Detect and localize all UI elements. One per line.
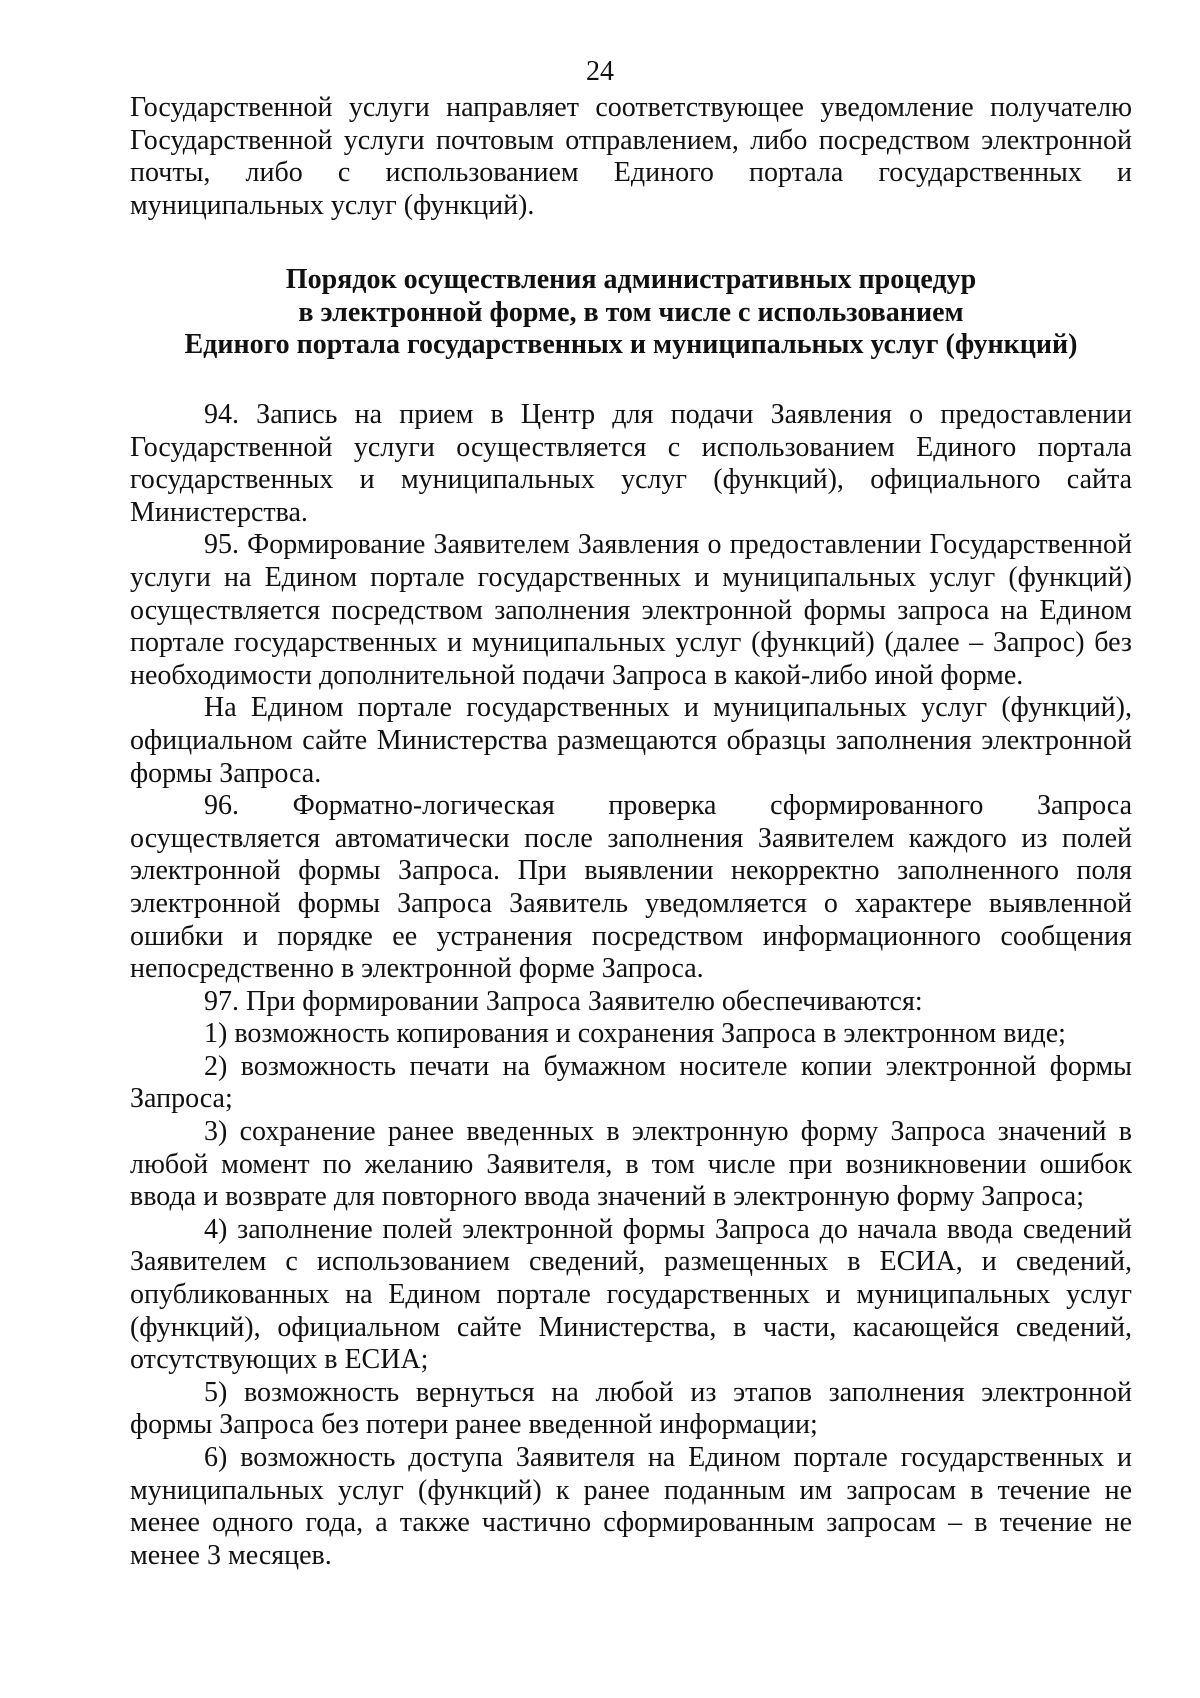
list-item-1: 1) возможность копирования и сохранения Запроса в электронном виде; <box>204 1018 1066 1050</box>
section-heading-line-2: в электронной форме, в том числе с использованием <box>298 296 964 328</box>
paragraph-95: 95. Формирование Заявителем Заявления о предоставлении Государственной услуги на Едином портале государственных и муниципальных услуг (функций) осуществляется посредством заполнения электронной формы запроса на Едином портале государственных и муниципальных услуг (функций) (далее – Запрос) без необходимости дополнительной подачи Запроса в какой-либо иной форме. <box>130 529 1132 691</box>
section-heading-line-3: Единого портала государственных и муниципальных услуг (функций) <box>184 329 1078 361</box>
paragraph-96: 96. Форматно-логическая проверка сформированного Запроса осуществляется автоматически после заполнения Заявителем каждого из полей электронной формы Запроса. При выявлении некорректно заполненного поля электронной формы Запроса Заявитель уведомляется о характере выявленной ошибки и порядке ее устранения посредством информационного сообщения непосредственно в электронной форме Запроса. <box>130 790 1132 985</box>
list-item-3: 3) сохранение ранее введенных в электронную форму Запроса значений в любой момент по желанию Заявителя, в том числе при возникновении ошибок ввода и возврате для повторного ввода значений в электронную форму Запроса; <box>130 1116 1132 1213</box>
intro-continuation <box>130 92 1132 222</box>
section-heading <box>130 264 1132 362</box>
paragraph-97: 97. При формировании Запроса Заявителю обеспечиваются: <box>204 985 923 1017</box>
list-item-5: 5) возможность вернуться на любой из этапов заполнения электронной формы Запроса без потери ранее введенной информации; <box>130 1376 1132 1441</box>
list-item-4: 4) заполнение полей электронной формы Запроса до начала ввода сведений Заявителем с использованием сведений, размещенных в ЕСИА, и сведений, опубликованных на Едином портале государственных и муниципальных услуг (функций), официальном сайте Министерства, в части, касающейся сведений, отсутствующих в ЕСИА; <box>130 1213 1132 1376</box>
section-heading-line-1: Порядок осуществления административных процедур <box>285 264 977 295</box>
page-number: 24 <box>586 56 614 87</box>
list-item-2: 2) возможность печати на бумажном носителе копии электронной формы Запроса; <box>130 1050 1132 1115</box>
list-item-6: 6) возможность доступа Заявителя на Едином портале государственных и муниципальных услуг (функций) к ранее поданным им запросам в течение не менее одного года, а также частично сформированным запросам – в течение не менее 3 месяцев. <box>130 1442 1132 1571</box>
section-body <box>130 399 1132 1572</box>
paragraph-94: 94. Запись на прием в Центр для подачи Заявления о предоставлении Государственной услуги осуществляется с использованием Единого портала государственных и муниципальных услуг (функций), официального сайта Министерства. <box>130 399 1132 528</box>
paragraph-95-samples: На Едином портале государственных и муниципальных услуг (функций), официальном сайте Министерства размещаются образцы заполнения электронной формы Запроса. <box>130 692 1132 789</box>
intro-paragraph: Государственной услуги направляет соответствующее уведомление получателю Государственной услуги почтовым отправлением, либо посредством электронной почты, либо с использованием Единого портала государственных и муниципальных услуг (функций). <box>130 92 1132 221</box>
